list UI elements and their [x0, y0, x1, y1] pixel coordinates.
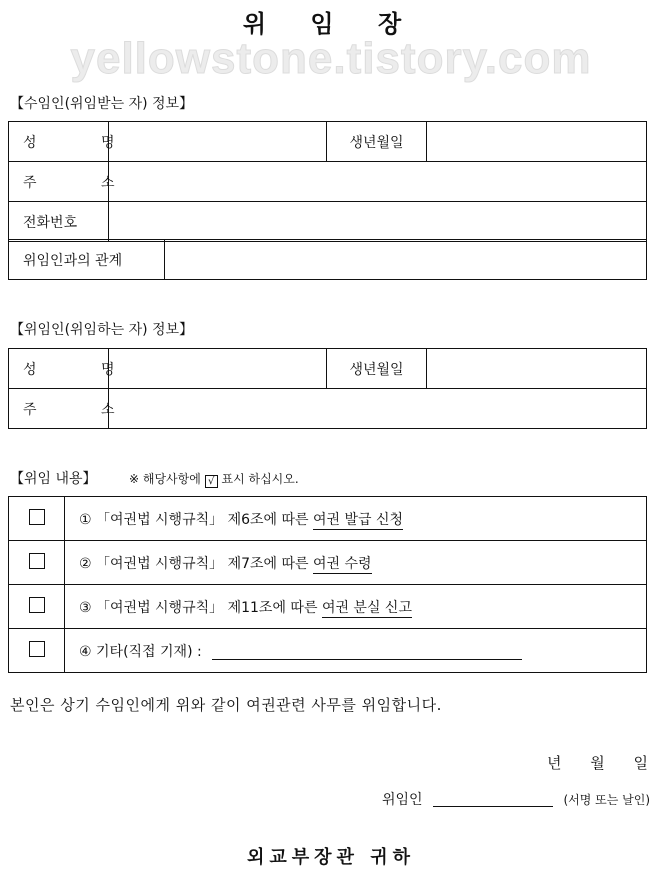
principal-section-heading: 【위임인(위임하는 자) 정보】 [10, 322, 194, 338]
scope-other-row [9, 629, 647, 673]
delegation-statement: 본인은 상기 수임인에게 위와 같이 여권관련 사무를 위임합니다. [10, 696, 442, 714]
agent-name-label: 성 명 [9, 122, 109, 162]
agent-name-row [9, 122, 647, 162]
scope-heading-text: 【위임 내용】 [10, 471, 97, 487]
principal-address-row [9, 389, 647, 429]
date-line: 년 월 일 [546, 754, 648, 772]
scope-item-row [9, 541, 647, 585]
scope-item-row [9, 497, 647, 541]
principal-birth-label: 생년월일 [327, 349, 427, 389]
scope-item-text: ① 「여권법 시행규칙」 제6조에 따른 여권 발급 신청 [65, 497, 647, 541]
addressee: 외교부장관 귀하 [247, 847, 415, 868]
signature-field[interactable] [433, 792, 553, 807]
scope-other-checkbox[interactable] [9, 629, 65, 673]
principal-info-table [8, 348, 647, 429]
agent-relation-field[interactable] [165, 240, 647, 280]
scope-item-text: ② 「여권법 시행규칙」 제7조에 따른 여권 수령 [65, 541, 647, 585]
scope-item-checkbox[interactable] [9, 497, 65, 541]
scope-item-checkbox[interactable] [9, 541, 65, 585]
agent-address-field[interactable] [109, 162, 647, 202]
agent-birth-field[interactable] [427, 122, 647, 162]
agent-section-heading: 【수임인(위임받는 자) 정보】 [10, 96, 194, 112]
principal-name-label: 성 명 [9, 349, 109, 389]
principal-name-row [9, 349, 647, 389]
scope-item-text: ③ 「여권법 시행규칙」 제11조에 따른 여권 분실 신고 [65, 585, 647, 629]
signature-note: (서명 또는 날인) [563, 793, 650, 807]
watermark: yellowstone.tistory.com [70, 34, 592, 83]
other-write-in-field[interactable] [212, 645, 522, 660]
agent-relation-table [8, 239, 647, 280]
agent-address-row [9, 162, 647, 202]
checkmark-icon: √ [205, 475, 218, 488]
principal-address-label: 주 소 [9, 389, 109, 429]
agent-address-label: 주 소 [9, 162, 109, 202]
principal-birth-field[interactable] [427, 349, 647, 389]
scope-section-heading [10, 468, 299, 488]
scope-instruction: ※ 해당사항에 √ 표시 하십시오. [129, 472, 299, 487]
principal-address-field[interactable] [109, 389, 647, 429]
signature-label: 위임인 [381, 792, 423, 808]
agent-phone-row [9, 202, 647, 242]
scope-items-table [8, 496, 647, 673]
document-title: 위 임 장 [242, 10, 420, 38]
scope-item-row [9, 585, 647, 629]
agent-relation-label: 위임인과의 관계 [9, 240, 165, 280]
agent-relation-row [9, 240, 647, 280]
agent-phone-label: 전화번호 [9, 202, 109, 242]
scope-other-text: ④ 기타(직접 기재) : [65, 629, 647, 673]
signature-line [382, 789, 650, 809]
agent-phone-field[interactable] [109, 202, 647, 242]
agent-birth-label: 생년월일 [327, 122, 427, 162]
agent-info-table [8, 121, 647, 242]
scope-item-checkbox[interactable] [9, 585, 65, 629]
